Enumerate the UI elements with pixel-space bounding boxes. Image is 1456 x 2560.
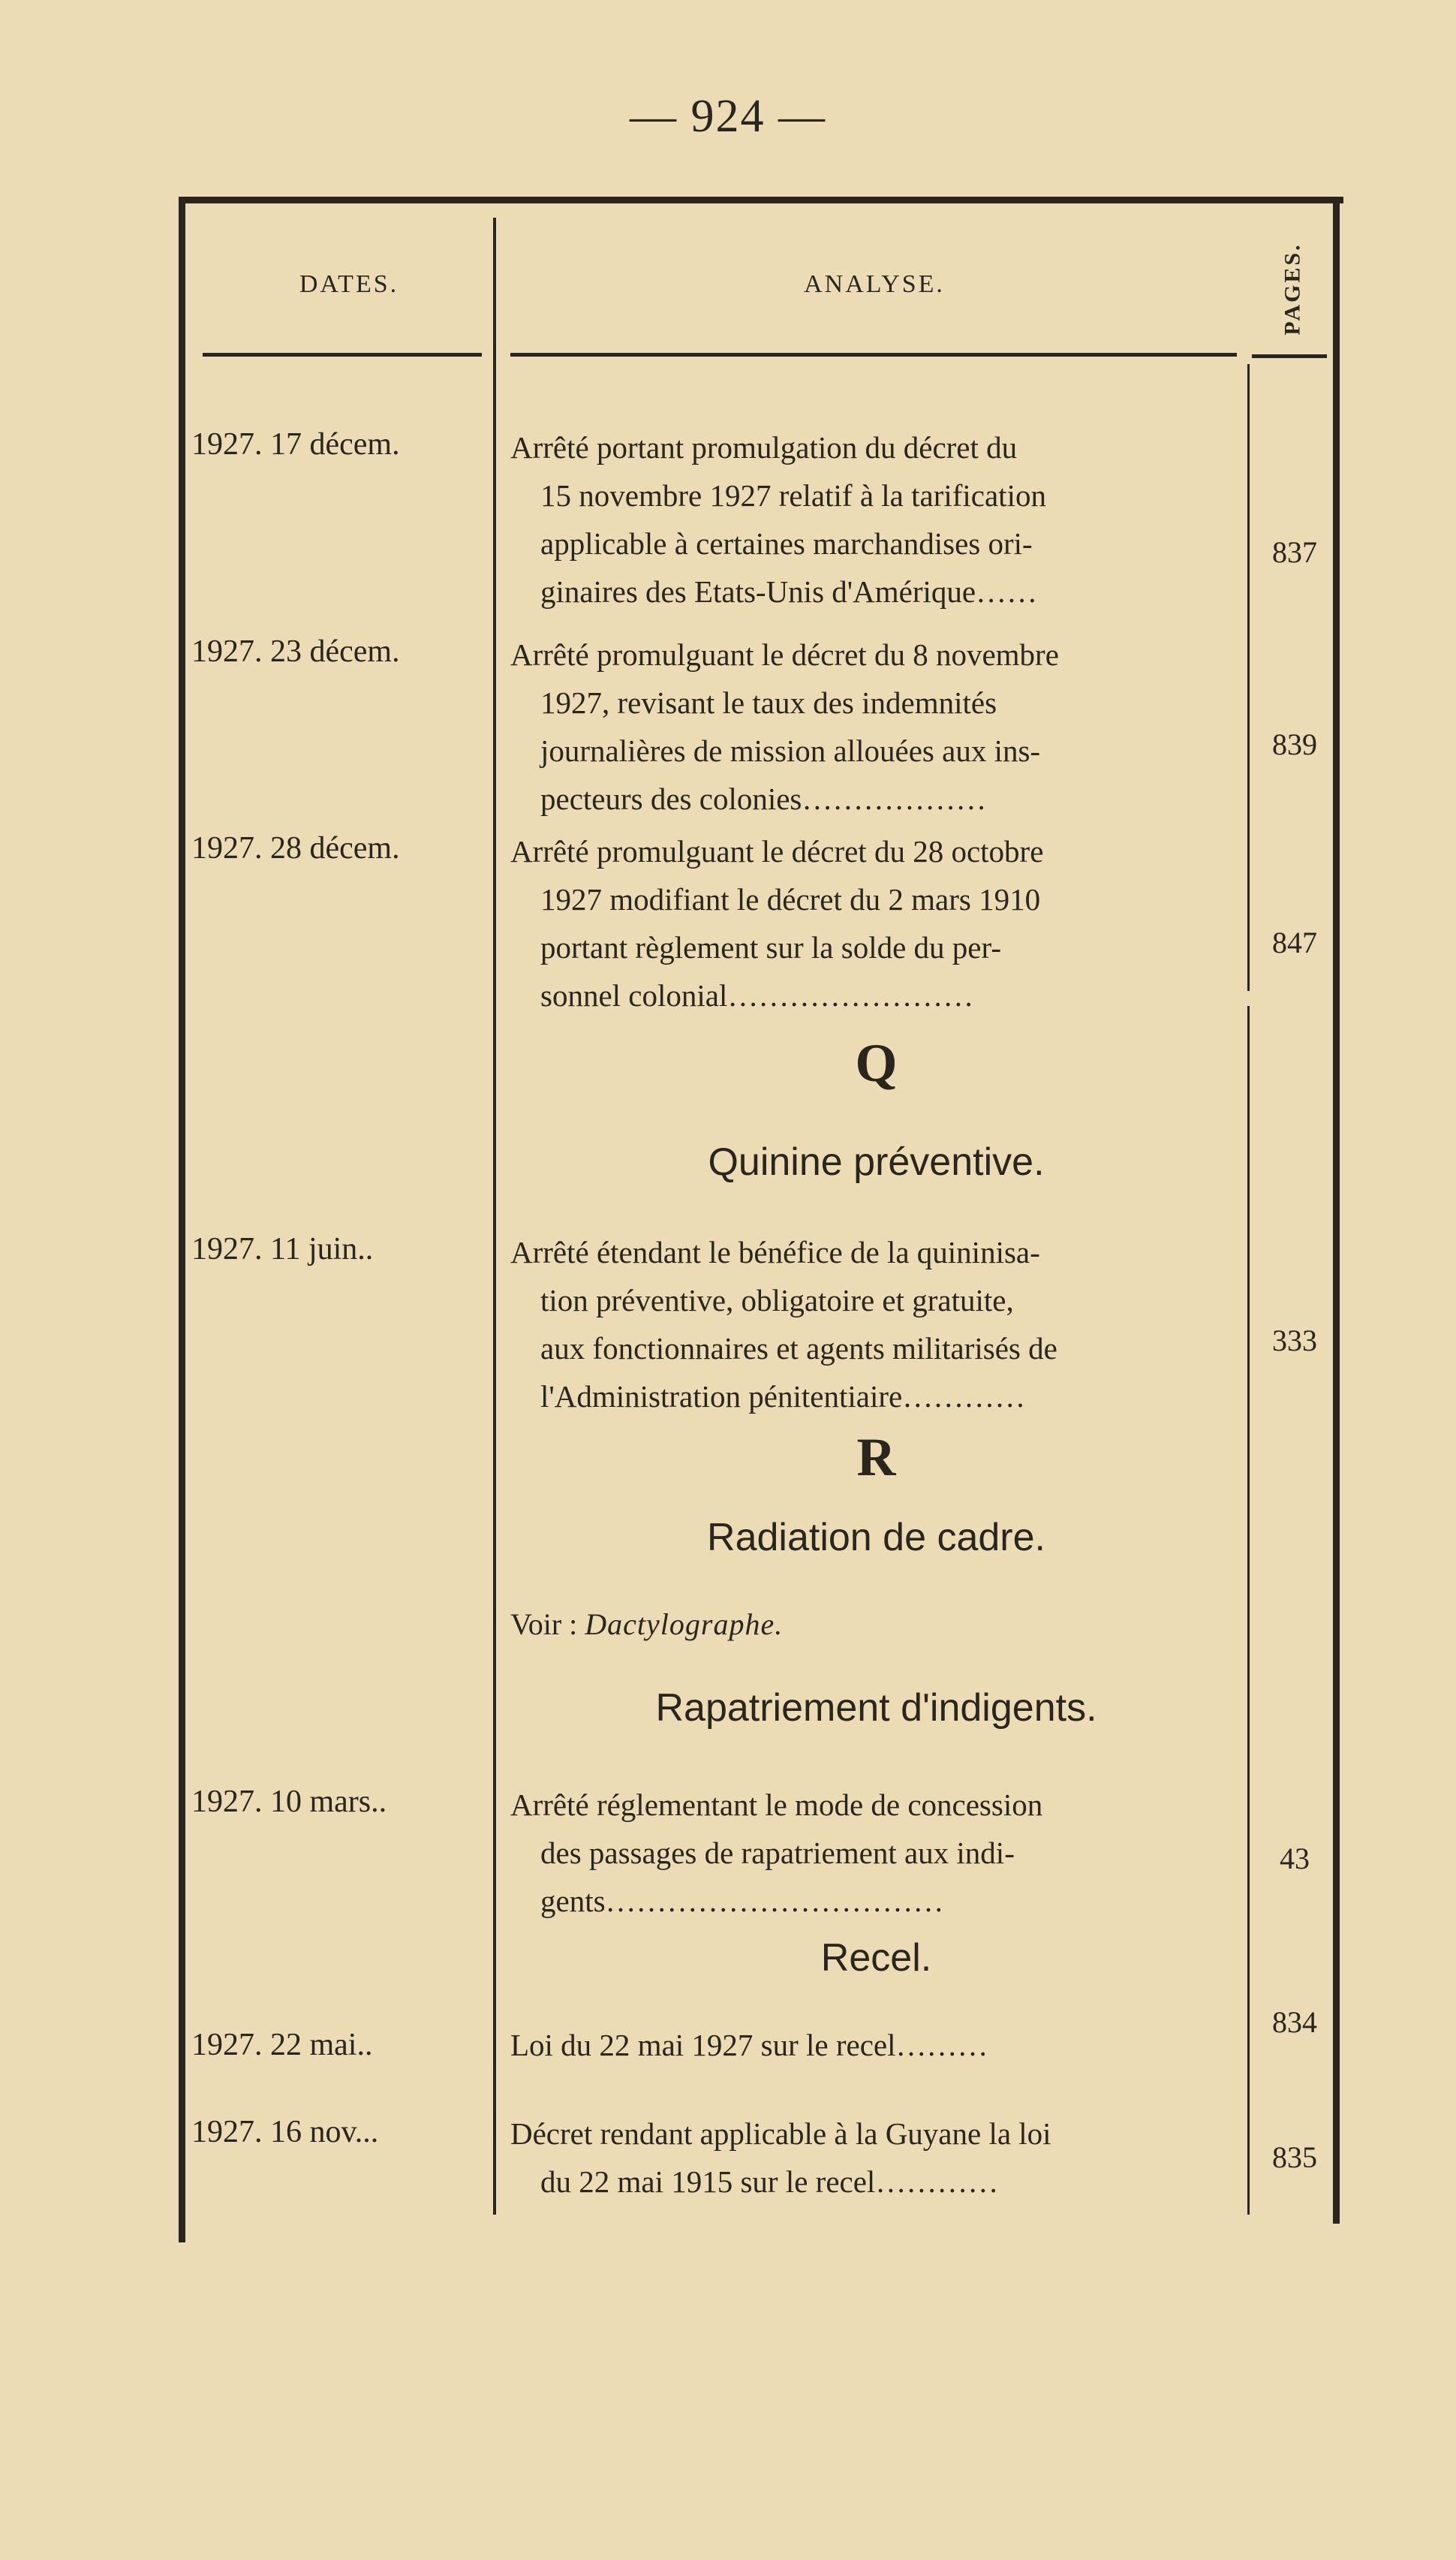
section-letter-r: R [856,1427,896,1487]
entry-analysis: Arrêté étendant le bénéfice de la quininisa- tion préventive, obligatoire et gratuite, aux fonctionnaires et agents militarisés de l'Administration pénitentiaire………… [510,1235,1057,1414]
top-rule [184,197,1343,203]
left-border [179,197,185,2242]
header-pages: PAGES. [1280,242,1306,336]
section-letter-q: Q [855,1033,898,1093]
entry-analysis: Arrêté promulguant le décret du 8 novembre 1927, revisant le taux des indemnités journalières de mission allouées aux ins- pecteurs des colonies……………… [510,637,1059,816]
page-number: — 924 — [630,91,826,142]
entry-date: 1927. 10 mars.. [191,1784,387,1819]
entry-page: 839 [1272,727,1317,761]
entry-analysis: Loi du 22 mai 1927 sur le recel……… [510,2028,988,2062]
header-dates: DATES. [299,270,399,298]
entry-page: 847 [1272,926,1317,959]
entry-date: 1927. 23 décem. [191,634,400,669]
entry-analysis: Arrêté réglementant le mode de concession des passages de rapatriement aux indi- gents…………………………… [510,1787,1043,1918]
entry-analysis: Décret rendant applicable à la Guyane la loi du 22 mai 1915 sur le recel………… [510,2116,1051,2199]
entry-page: 835 [1272,2140,1317,2174]
entry-date: 1927. 17 décem. [191,427,400,462]
header-underline-dates [203,353,482,357]
section-heading-rapatriement: Rapatriement d'indigents. [655,1686,1097,1730]
entry-page: 834 [1272,2005,1317,2039]
header-underline-analyse [510,353,1237,357]
section-heading-recel: Recel. [820,1936,932,1980]
header-analyse: ANALYSE. [804,270,945,298]
entry-date: 1927. 11 juin.. [191,1232,374,1266]
section-heading-radiation: Radiation de cadre. [707,1516,1045,1559]
voir-label: Voir : [510,1607,585,1641]
right-border [1333,197,1340,2224]
column-divider-pages [1247,364,1250,991]
entry-date: 1927. 16 nov... [191,2115,379,2149]
entry-date: 1927. 28 décem. [191,831,400,866]
entry-page: 43 [1280,1842,1310,1875]
column-divider-pages [1247,1006,1250,2215]
entry-date: 1927. 22 mai.. [191,2028,373,2062]
section-heading-quinine: Quinine préventive. [708,1140,1045,1184]
voir-reference: Dactylographe. [585,1607,784,1641]
entry-analysis: Arrêté portant promulgation du décret du 15 novembre 1927 relatif à la tarification applicable à certaines marchandises ori- ginaires des Etats-Unis d'Amérique…… [510,430,1046,609]
column-divider-dates [493,218,496,2215]
cross-reference [510,1607,783,1642]
entry-page: 837 [1272,535,1317,569]
header-underline-pages [1252,354,1327,358]
entry-page: 333 [1272,1324,1317,1357]
entry-analysis: Arrêté promulguant le décret du 28 octobre 1927 modifiant le décret du 2 mars 1910 portant règlement sur la solde du per- sonnel colonial…………………… [510,834,1044,1013]
